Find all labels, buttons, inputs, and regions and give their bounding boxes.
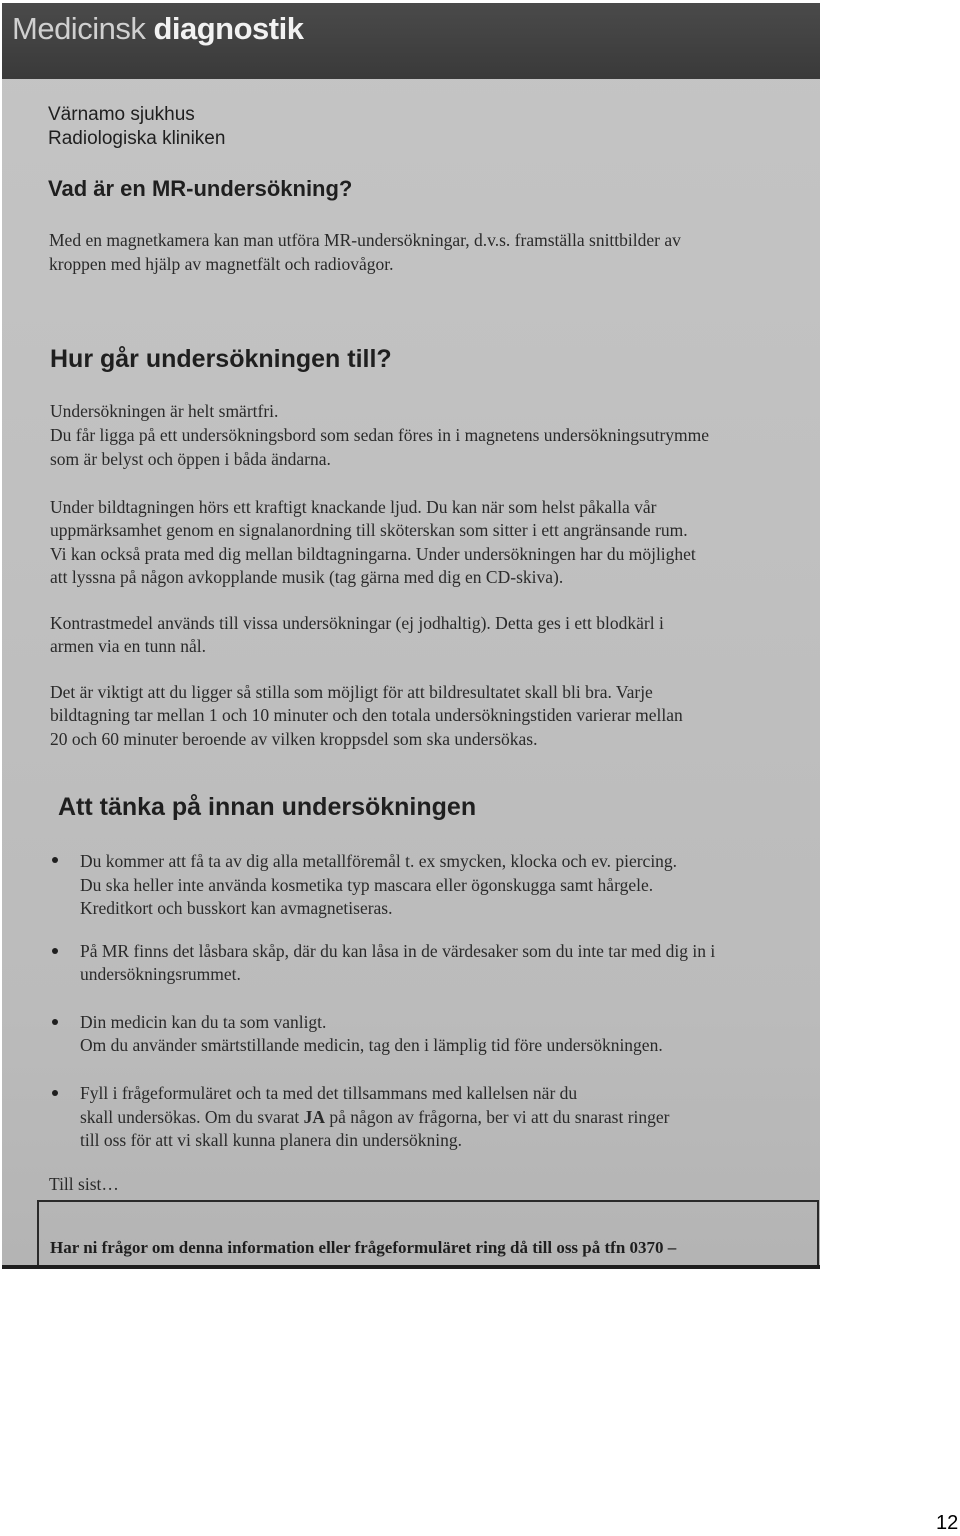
bullet1-line: Kreditkort och busskort kan avmagnetiseras. — [80, 898, 393, 918]
section2-p2-line: uppmärksamhet genom en signalanordning till sköterskan som sitter i ett angränsande rum. — [50, 520, 688, 540]
hospital-name: Värnamo sjukhus — [48, 104, 195, 125]
section2-p2-line: Under bildtagningen hörs ett kraftigt knackande ljud. Du kan när som helst påkalla vår — [50, 497, 657, 517]
bullet2-line: undersökningsrummet. — [80, 964, 241, 984]
bullet1-line: Du ska heller inte använda kosmetika typ mascara eller ögonskugga samt hårgele. — [80, 875, 654, 895]
bullet4-line: till oss för att vi skall kunna planera din undersökning. — [80, 1130, 463, 1150]
section1-line: Med en magnetkamera kan man utföra MR-undersökningar, d.v.s. framställa snittbilder av — [49, 230, 681, 250]
page-number: 12 — [936, 1512, 959, 1534]
section2-p1-line: Du får ligga på ett undersökningsbord som sedan föres in i magnetens undersökningsutrymme — [50, 425, 710, 445]
contact-box-text: Har ni frågor om denna information eller frågeformuläret ring då till oss på tfn 0370 – — [50, 1238, 677, 1257]
banner-title — [12, 11, 303, 47]
section2-p1-line: Undersökningen är helt smärtfri. — [50, 401, 279, 421]
banner-title-light: Medicinsk — [12, 11, 146, 46]
bullet1-line: Du kommer att få ta av dig alla metallföremål t. ex smycken, klocka och ev. piercing. — [80, 851, 678, 871]
section2-p2-line: att lyssna på någon avkopplande musik (tag gärna med dig en CD-skiva). — [50, 567, 564, 587]
bullet4-line: Fyll i frågeformuläret och ta med det tillsammans med kallelsen när du — [80, 1083, 578, 1103]
bullet4-line — [80, 1106, 670, 1129]
bullet-dot — [52, 857, 58, 863]
section2-p1-line: som är belyst och öppen i båda ändarna. — [50, 449, 331, 469]
till-sist-label: Till sist… — [49, 1174, 119, 1194]
section2-p3-line: Kontrastmedel används till vissa undersökningar (ej jodhaltig). Detta ges i ett blodkärl i — [50, 613, 664, 633]
section-heading-what-is-mr: Vad är en MR-undersökning? — [48, 176, 353, 201]
section-heading-before-exam: Att tänka på innan undersökningen — [58, 793, 477, 821]
bullet2-line: På MR finns det låsbara skåp, där du kan låsa in de värdesaker som du inte tar med dig in i — [80, 941, 716, 961]
banner-title-bold: diagnostik — [153, 11, 304, 46]
bullet4-text-ja: JA — [303, 1107, 325, 1127]
scanned-brochure-photo — [2, 3, 820, 1265]
section1-line: kroppen med hjälp av magnetfält och radiovågor. — [49, 254, 394, 274]
bullet-dot — [52, 948, 58, 954]
bullet3-line: Din medicin kan du ta som vanligt. — [80, 1012, 327, 1032]
section2-p4-line: Det är viktigt att du ligger så stilla som möjligt för att bildresultatet skall bli bra. Varje — [50, 682, 653, 702]
brochure-banner — [2, 3, 820, 79]
clinic-name: Radiologiska kliniken — [48, 128, 226, 149]
section2-p2-line: Vi kan också prata med dig mellan bildtagningarna. Under undersökningen har du möjlighet — [50, 544, 696, 564]
photo-bottom-border — [2, 1265, 820, 1269]
bullet4-text-pre: skall undersökas. Om du svarat — [80, 1107, 304, 1127]
section2-p4-line: bildtagning tar mellan 1 och 10 minuter och den totala undersökningstiden varierar mellan — [50, 705, 683, 725]
bullet-dot — [52, 1019, 58, 1025]
bullet4-text-post: på någon av frågorna, ber vi att du snarast ringer — [324, 1107, 670, 1127]
section-heading-how: Hur går undersökningen till? — [50, 345, 392, 373]
section2-p4-line: 20 och 60 minuter beroende av vilken kroppsdel som ska undersökas. — [50, 729, 538, 749]
section2-p3-line: armen via en tunn nål. — [50, 636, 206, 656]
bullet-dot — [52, 1090, 58, 1096]
bullet3-line: Om du använder smärtstillande medicin, tag den i lämplig tid före undersökningen. — [80, 1035, 663, 1055]
